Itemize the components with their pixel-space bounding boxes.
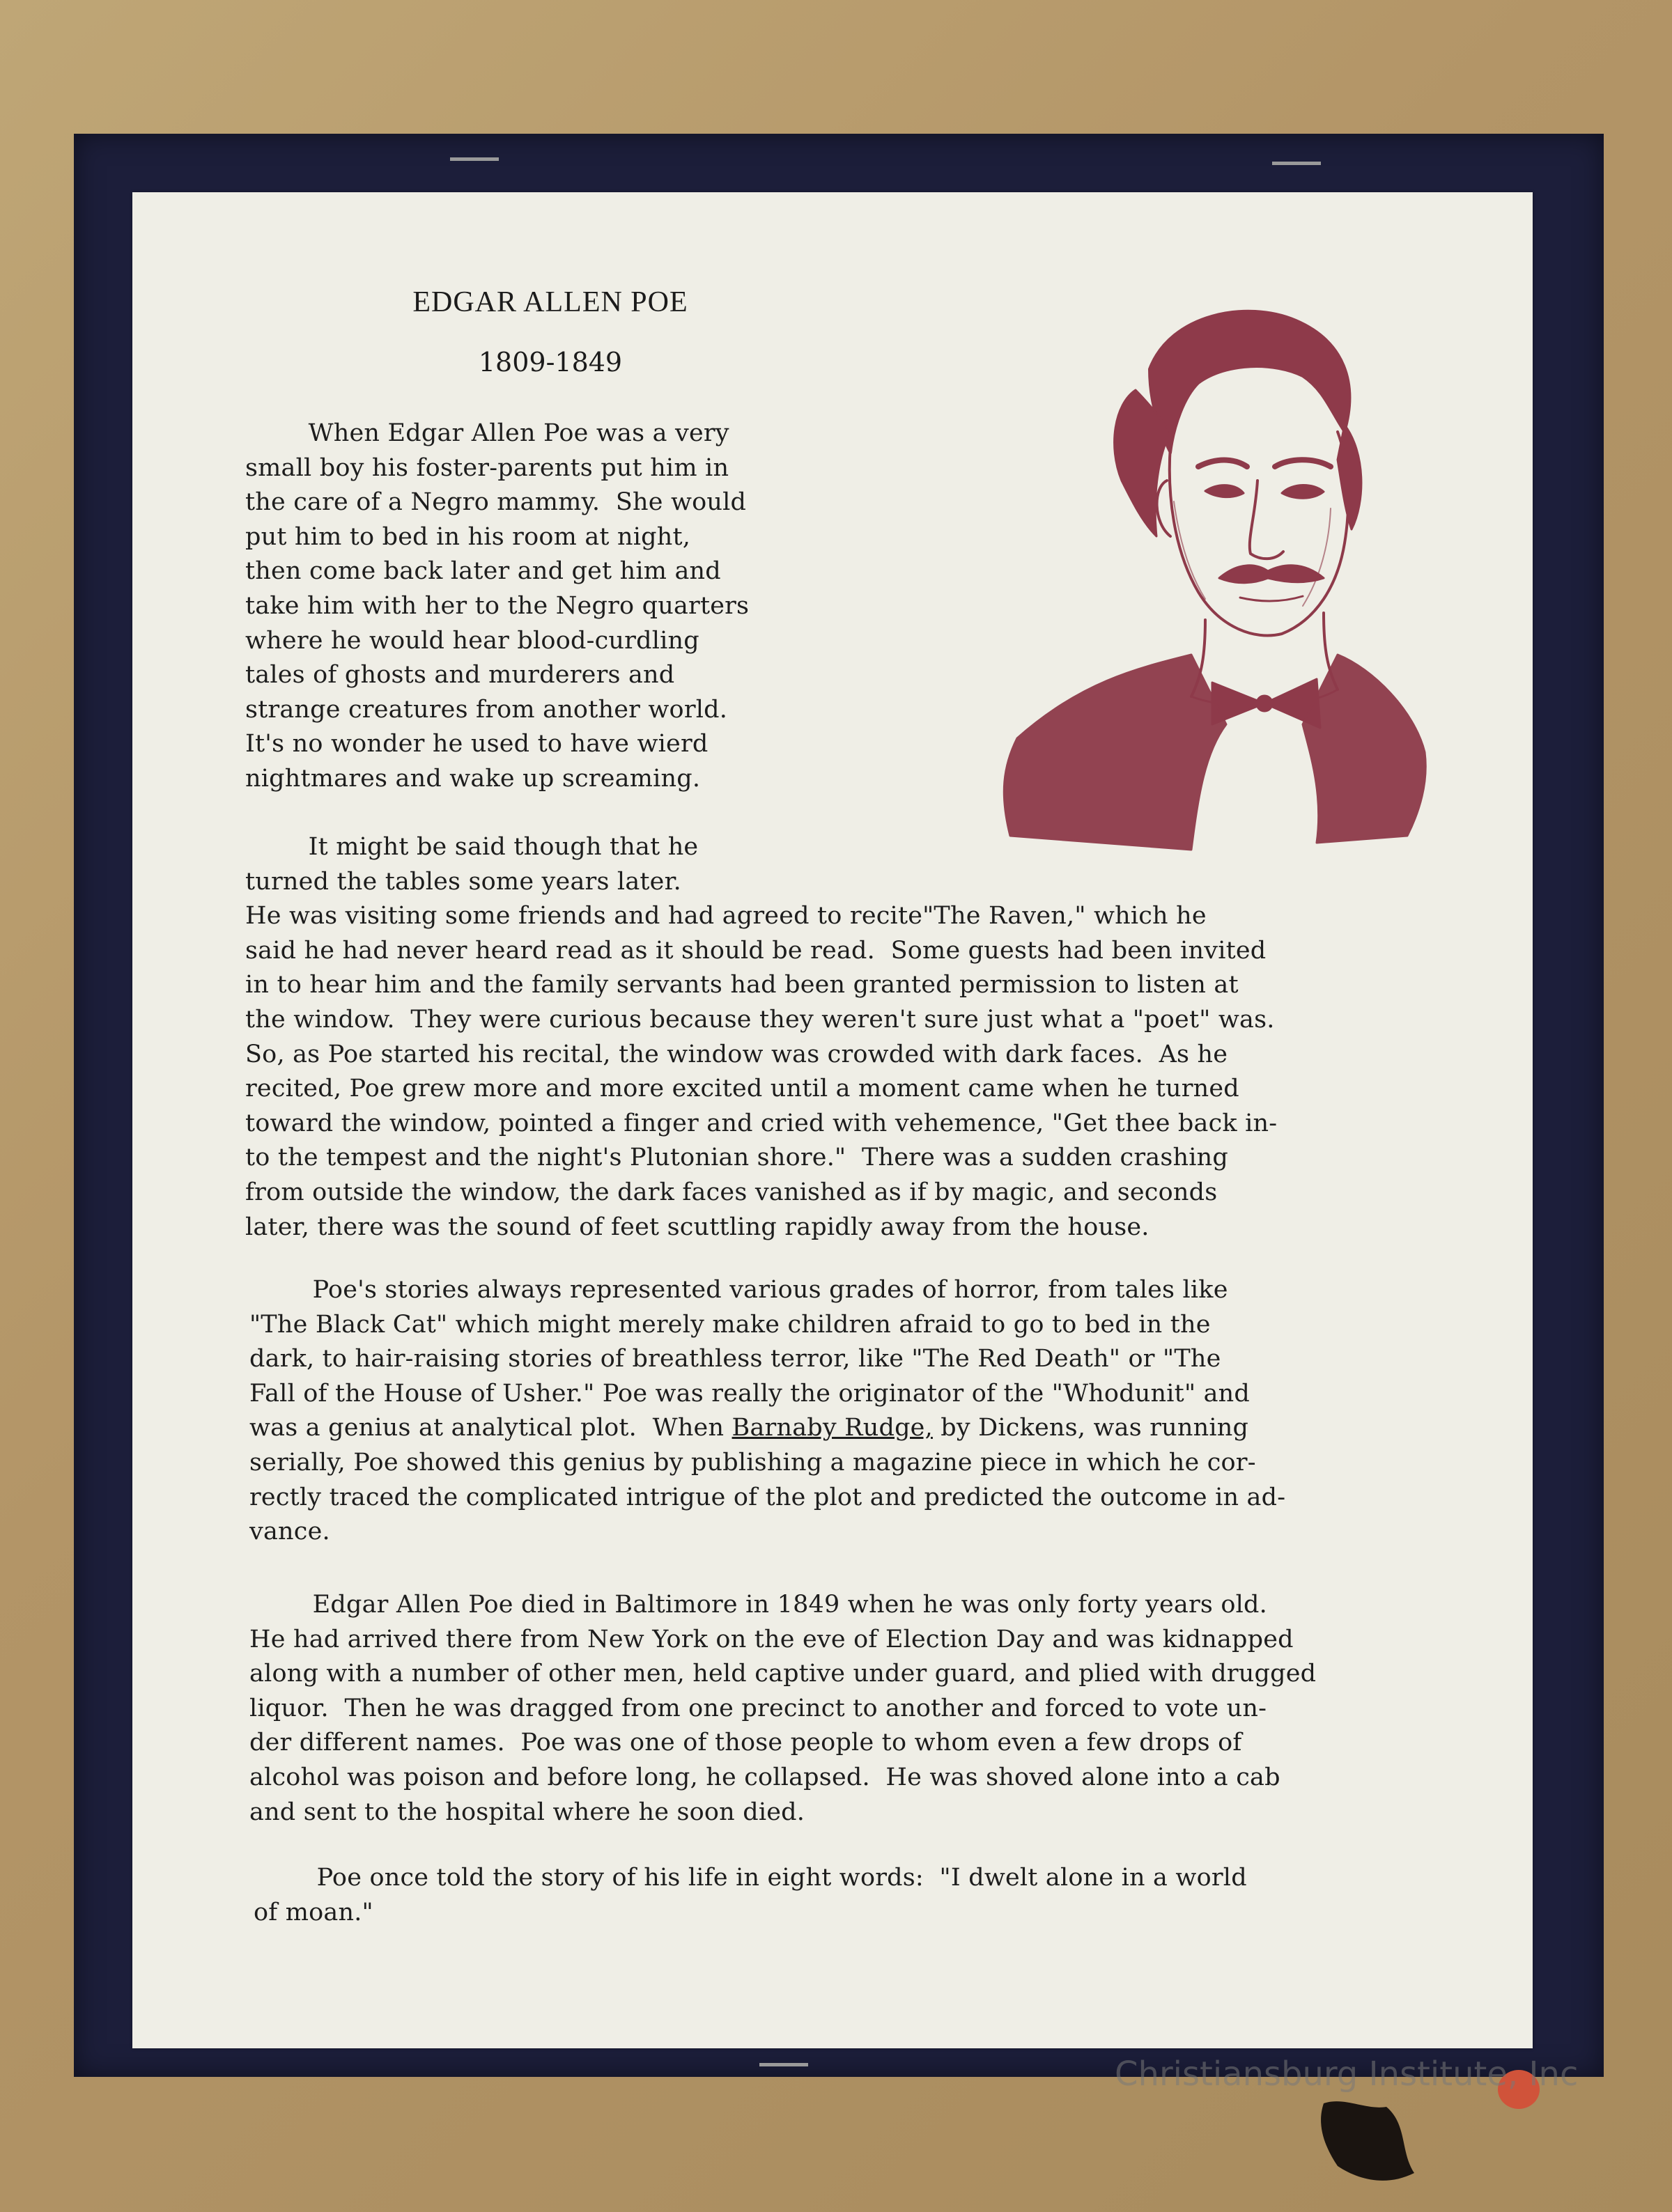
staple-icon: [759, 2063, 808, 2066]
watermark-text: Christiansburg Institute, Inc: [1115, 2055, 1579, 2094]
paragraph-text: by Dickens, was running serially, Poe showed this genius by publishing a magazine piece in which he cor- rectly traced the complicated intrigue of the plot and predicted the outcome in ad- vance.: [249, 1414, 1286, 1546]
paragraph-childhood: When Edgar Allen Poe was a very small boy his foster-parents put him in the care of a Negro mammy. She would put him to bed in his room at night, then come back later and get him and take him with her to the Negro quarters where he would hear blood-curdling tales of ghosts and murderers and strange creatures from another world. It's no wonder he used to have wierd nightmares and wake up screaming.: [245, 419, 750, 793]
paragraph-raven-recital: It might be said though that he turned the tables some years later. He was visiting some friends and had agreed to recite"The Raven," which he said he had never heard read as it should be read. Some guests had been invited in to hear him and the family servants had been granted permission to listen at the window. They were curious because they weren't sure just what a "poet" was. So, as Poe started his recital, the window was crowded with dark faces. As he recited, Poe grew more and more excited until a moment came when he turned toward the window, pointed a finger and cried with vehemence, "Get thee back in- to the tempest and the night's Plutonian shore." There was a sudden crashing from outside the window, the dark faces vanished as if by magic, and seconds later, there was the sound of feet scuttling rapidly away from the house.: [245, 833, 1278, 1241]
paragraph-death: Edgar Allen Poe died in Baltimore in 1849 when he was only forty years old. He had arrived there from New York on the eve of Election Day and was kidnapped along with a number of other men, held captive under guard, and plied with drugged liquor. Then he was dragged from one precinct to another and forced to vote un- der different names. Poe was one of those people to whom even a few drops of alcohol was poison and before long, he collapsed. He was shoved alone into a cab and sent to the hospital where he soon died.: [249, 1591, 1317, 1826]
page-title: EDGAR ALLEN POE: [412, 286, 688, 318]
paragraph-text: Poe's stories always represented various grades of horror, from tales like "The Black Cat" which might merely make children afraid to go to bed in the dark, to hair-raising stories of breathless terror, like "The Red Death" or "The Fall of the House of Usher." Poe was really the originator of the "Whodunit" and was a genius at analytical plot. When: [249, 1276, 1250, 1442]
paragraph-eight-words: Poe once told the story of his life in eight words: "I dwelt alone in a world of moan.": [254, 1864, 1247, 1926]
book-title-barnaby-rudge: Barnaby Rudge,: [732, 1414, 933, 1442]
staple-icon: [450, 157, 499, 161]
life-years: 1809-1849: [478, 347, 623, 377]
poe-portrait-illustration: [996, 293, 1428, 864]
paragraph-horror-stories: [249, 1273, 1285, 1550]
staple-icon: [1272, 162, 1321, 165]
